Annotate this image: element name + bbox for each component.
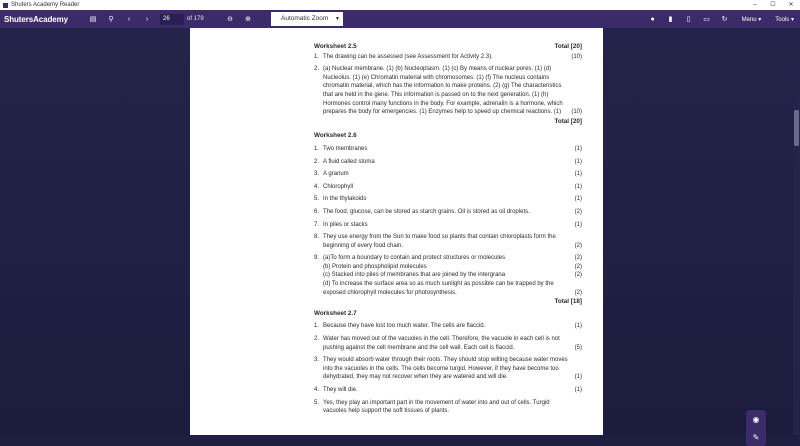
worksheet-end-total: Total [18]	[554, 298, 582, 306]
chevron-up-icon[interactable]: ‹	[127, 15, 131, 23]
answer-number: 4.	[314, 183, 320, 190]
worksheet-total: Total [20]	[554, 43, 582, 50]
answer-number: 6.	[314, 208, 320, 215]
worksheet-title: Worksheet 2.5	[314, 43, 357, 50]
page-number-input[interactable]: 26	[160, 14, 184, 25]
worksheet-heading	[314, 310, 582, 319]
answer-mark: (2)	[574, 263, 582, 270]
answer-number: 4.	[314, 387, 320, 393]
window-titlebar	[0, 0, 800, 10]
answer-mark: (1)	[574, 221, 582, 228]
answer-mark: (1)	[574, 183, 582, 190]
page-content	[314, 41, 582, 416]
answer-number: 5.	[314, 196, 320, 203]
worksheet-heading	[314, 132, 582, 141]
answer-item	[314, 254, 582, 263]
answer-subitem	[314, 280, 582, 297]
window-controls	[746, 0, 800, 10]
answer-item	[314, 335, 582, 352]
zoom-out-icon[interactable]: ⊖	[227, 16, 233, 23]
answer-mark: (5)	[574, 344, 582, 351]
menu-label: Menu	[741, 16, 757, 23]
answer-text: A fluid called stoma	[323, 158, 375, 165]
answer-text: In the thylakoids	[323, 196, 367, 203]
answer-mark: (1)	[574, 158, 582, 165]
worksheet-heading	[314, 43, 582, 52]
answer-item	[314, 65, 582, 117]
worksheet-title: Worksheet 2.6	[314, 132, 357, 140]
answer-number: 5.	[314, 399, 320, 406]
app-icon	[3, 3, 8, 8]
answer-mark: (1)	[574, 196, 582, 203]
answer-text: Water has moved out of the vacuoles in the cell. Therefore, the vacuole in each cell is not pushing against the cell membrane and the cell wall. Each cell is flaccid.	[323, 336, 560, 351]
eye-icon[interactable]: ◉	[752, 414, 760, 424]
zoom-select[interactable]	[271, 12, 343, 26]
answer-text: A granum	[323, 171, 349, 178]
answer-text: Yes, they play an important part in the movement of water into and out of cells. Turgid vacuoles help support the soft tissues of plants.	[323, 399, 550, 415]
pencil-icon[interactable]: ✎	[752, 432, 760, 442]
reader-toolbar	[0, 10, 800, 28]
answer-text: In piles or stacks	[323, 221, 368, 228]
answer-item	[314, 399, 582, 416]
answer-mark: (1)	[574, 374, 582, 381]
answer-item	[314, 233, 582, 250]
document-page	[190, 28, 603, 435]
answer-text: They will die.	[323, 387, 358, 393]
chevron-down-icon[interactable]: ›	[145, 15, 149, 23]
answer-text: The food, glucose, can be stored as starch grains. Oil is stored as oil droplets.	[323, 208, 530, 215]
tools-label: Tools	[775, 16, 790, 23]
answer-item	[314, 322, 582, 331]
page-total: of 179	[187, 16, 204, 22]
answer-item	[314, 386, 582, 395]
refresh-icon[interactable]: ↻	[721, 16, 728, 23]
answer-number: 8.	[314, 234, 320, 241]
book-icon[interactable]: ▤	[89, 16, 97, 23]
folder-icon[interactable]: ▭	[703, 16, 710, 23]
answer-mark: (1)	[574, 387, 582, 393]
answer-mark: (1)	[574, 171, 582, 178]
answer-number: 2.	[314, 66, 320, 73]
brand-logo: ShutersAcademy	[4, 14, 68, 24]
caret-down-icon: ▼	[335, 16, 340, 22]
answer-text: Because they have lost too much water. The cells are flaccid.	[323, 323, 486, 330]
answer-text: They use energy from the Sun to make food so plants that contain chloroplasts form the beginning of every food chain.	[323, 234, 556, 249]
answer-text: (a)To form a boundary to contain and protect structures or molecules	[323, 255, 506, 262]
answer-subitem	[314, 263, 582, 272]
worksheet-title: Worksheet 2.7	[314, 309, 357, 317]
answer-list	[314, 322, 582, 415]
vertical-scrollbar[interactable]	[793, 28, 800, 435]
answer-number: 1.	[314, 53, 320, 60]
answer-item	[314, 356, 582, 382]
search-icon[interactable]: ⚲	[108, 16, 114, 23]
answer-subitem	[314, 271, 582, 280]
info-icon[interactable]: ●	[650, 15, 655, 23]
answer-number: 2.	[314, 158, 320, 165]
answer-mark: (2)	[574, 272, 582, 279]
answer-mark: (2)	[574, 208, 582, 215]
answer-number: 3.	[314, 171, 320, 178]
answer-text: (c) Stacked into piles of membranes that are joined by the intergrana	[323, 272, 506, 279]
menu-button[interactable]: Menu ▾	[741, 16, 762, 23]
answer-item	[314, 158, 582, 167]
floating-action-panel	[746, 410, 766, 446]
answer-mark: (10)	[571, 53, 582, 60]
answer-item	[314, 183, 582, 192]
zoom-in-icon[interactable]: ⊕	[245, 16, 251, 23]
answer-list	[314, 145, 582, 250]
answer-item	[314, 195, 582, 204]
answer-text: (d) To increase the surface area so as much sunlight as possible can be trapped by the exposed chlorophyll molecules for photosynthesis.	[323, 281, 554, 296]
answer-mark: (1)	[574, 323, 582, 330]
minimize-button[interactable]: –	[753, 2, 757, 8]
answer-mark: (2)	[574, 255, 582, 262]
answer-item	[314, 170, 582, 179]
answer-number: 1.	[314, 323, 320, 330]
close-button[interactable]: ✕	[788, 2, 794, 8]
answer-number: 3.	[314, 357, 320, 364]
bookmark-icon[interactable]: ▮	[668, 16, 673, 23]
answer-item	[314, 145, 582, 154]
window-title: Shuters Academy Reader	[11, 2, 80, 8]
answer-mark: (10)	[571, 109, 582, 116]
worksheet-end-total: Total [20]	[554, 117, 582, 125]
answer-text: (b) Protein and phospholipid molecules	[323, 263, 427, 270]
answer-number: 7.	[314, 221, 320, 228]
scrollbar-thumb[interactable]	[794, 110, 799, 146]
answer-mark: (1)	[574, 145, 582, 152]
answer-text: They would absorb water through their roots. They should stop wilting because water moves into the vacuoles in the cells. The cells become turgid. However, if they have become too dehydrated, they may not recover when they are watered and will die.	[323, 357, 568, 381]
answer-item	[314, 53, 582, 62]
answer-text: Two membranes	[323, 145, 368, 152]
answer-mark: (2)	[574, 242, 582, 249]
document-viewer[interactable]	[0, 28, 800, 442]
maximize-button[interactable]: ☐	[770, 2, 776, 8]
answer-item	[314, 208, 582, 217]
zoom-select-value: Automatic Zoom	[281, 15, 329, 22]
answer-text: Chlorophyll	[323, 183, 354, 190]
answer-text: The drawing can be assessed (see Assessment for Activity 2.3).	[323, 53, 493, 60]
answer-number: 1.	[314, 145, 320, 152]
answer-number: 9.	[314, 255, 320, 262]
bookmark-list-icon[interactable]: ▯	[686, 16, 691, 23]
answer-text: (a) Nuclear membrane. (1) (b) Nucleoplasm. (1) (c) By means of nuclear pores. (1) (d) Nucleolus. (1) (e) Chromatin material with chromosomes. (1) (f) The nucleus contains chromatin material, which has the information to make proteins. (2) (g) The characteristics that are held in the gene. This information is passed on to the next generation. (1) (h) Hormones control many functions in the body. For example, adrenalin is a hormone, which prepares the body for emergencies. (1) Enzymes help to speed up chemical reactions. (1)	[323, 66, 563, 116]
tools-button[interactable]: Tools ▾	[775, 16, 794, 23]
answer-number: 2.	[314, 336, 320, 343]
answer-mark: (2)	[574, 289, 582, 296]
answer-item	[314, 221, 582, 230]
